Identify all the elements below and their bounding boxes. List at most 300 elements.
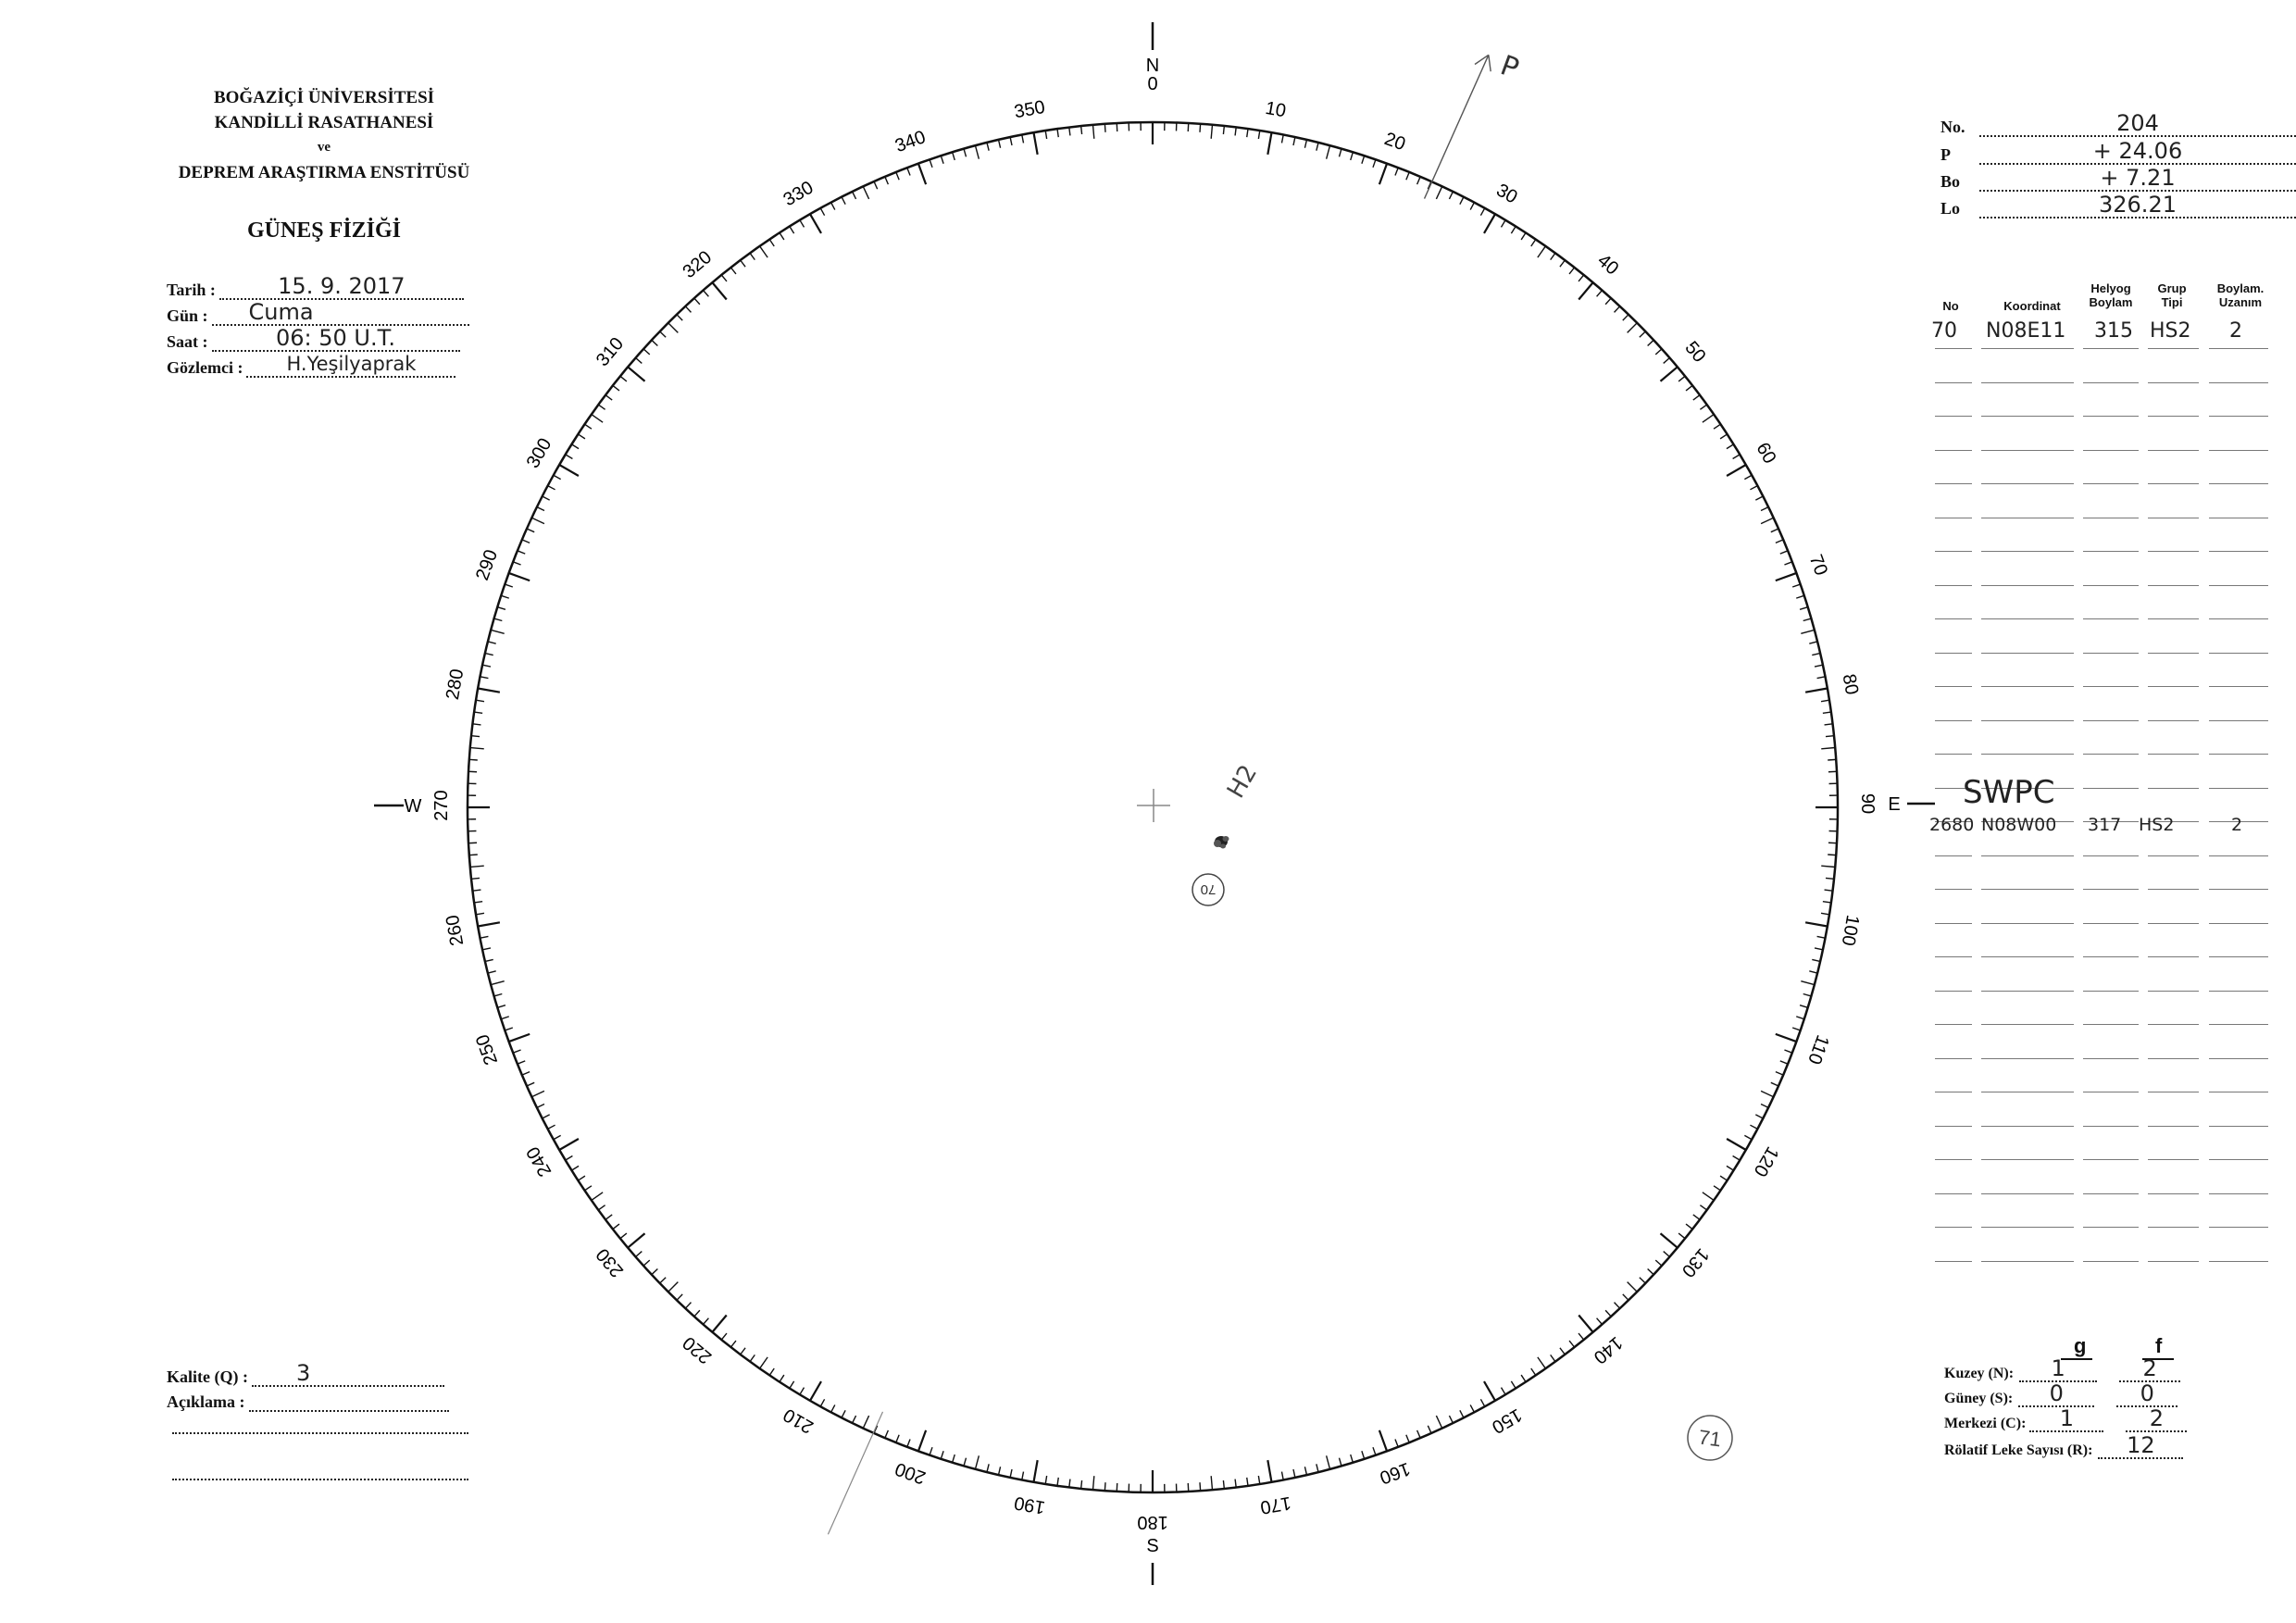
tick-343: [953, 152, 955, 160]
sunspot-1: [1214, 840, 1221, 847]
swpc-longitude: 317: [2088, 815, 2122, 835]
tick-40: [1578, 282, 1592, 299]
quality-label: Kalite (Q) :: [167, 1367, 248, 1386]
tick-168: [1293, 1469, 1295, 1478]
tick-220: [712, 1315, 726, 1331]
tick-37: [1560, 260, 1565, 267]
tick-213: [780, 1375, 784, 1382]
tick-336: [874, 181, 878, 189]
institution-line-4: DEPREM ARAŞTIRMA ENSTİTÜSÜ: [178, 163, 470, 182]
tick-208: [831, 1405, 835, 1412]
degree-label-220: 220: [679, 1331, 717, 1368]
row-1-no: 70: [1931, 319, 1957, 343]
tick-59: [1733, 455, 1741, 459]
tick-340: [918, 164, 926, 185]
tick-158: [1406, 1435, 1409, 1442]
day-label: Gün :: [167, 306, 208, 325]
degree-label-100: 100: [1837, 913, 1864, 948]
param-bo-label: Bo: [1940, 172, 1961, 191]
day-value: Cuma: [248, 299, 314, 325]
tick-334: [853, 192, 856, 199]
tick-306: [598, 405, 605, 409]
disk-degree-ticks: [468, 122, 1838, 1492]
tick-193: [999, 1467, 1001, 1475]
tick-124: [1714, 1186, 1720, 1191]
tick-264: [471, 878, 480, 879]
north-g-field[interactable]: [2019, 1355, 2097, 1382]
institution-line-3: ve: [317, 140, 331, 155]
tick-147: [1521, 1375, 1526, 1382]
tick-200: [918, 1430, 926, 1452]
disk-degree-labels: [443, 97, 1863, 1517]
group-id-label: 70: [1200, 881, 1217, 897]
section-title: GÜNEŞ FİZİĞİ: [246, 218, 402, 243]
tick-25: [1436, 186, 1441, 199]
date-value: 15. 9. 2017: [278, 273, 406, 299]
tick-233: [605, 1215, 612, 1219]
tick-21: [1395, 168, 1398, 175]
tick-319: [704, 291, 709, 297]
tick-309: [620, 376, 627, 381]
tick-277: [473, 724, 481, 725]
param-no-label: No.: [1940, 118, 1965, 136]
tick-26: [1449, 192, 1453, 199]
tick-33: [1521, 232, 1526, 240]
remarks-field[interactable]: [249, 1392, 449, 1412]
tick-341: [930, 159, 932, 168]
tick-79: [1817, 677, 1826, 679]
tick-285: [491, 630, 504, 633]
tick-83: [1825, 724, 1833, 725]
tick-290: [509, 573, 530, 581]
tick-141: [1578, 1333, 1584, 1340]
tick-225: [668, 1282, 679, 1292]
tick-154: [1449, 1416, 1453, 1423]
tick-129: [1678, 1233, 1685, 1239]
tick-300: [559, 465, 579, 476]
swpc-coordinate: N08W00: [1981, 815, 2057, 835]
tick-163: [1351, 1454, 1354, 1463]
pole-label: P: [1496, 49, 1524, 86]
tick-7: [1235, 128, 1236, 136]
param-lo-value: 326.21: [2099, 192, 2177, 218]
tick-15: [1327, 145, 1330, 158]
tick-312: [643, 349, 650, 355]
degree-label-130: 130: [1677, 1243, 1714, 1281]
north-f-field[interactable]: [2119, 1355, 2180, 1382]
degree-label-50: 50: [1680, 337, 1710, 367]
tick-316: [677, 315, 682, 320]
tick-63: [1755, 496, 1763, 500]
tick-9: [1258, 131, 1259, 139]
tick-205: [863, 1416, 868, 1429]
tick-296: [537, 507, 544, 511]
tick-157: [1417, 1430, 1421, 1438]
tick-291: [513, 562, 520, 565]
tick-297: [543, 496, 550, 500]
tick-335: [863, 186, 868, 199]
tick-283: [485, 654, 493, 655]
tick-119: [1744, 1135, 1752, 1139]
tick-346: [987, 143, 989, 151]
tick-159: [1395, 1439, 1398, 1446]
tick-82: [1823, 712, 1831, 713]
tick-85: [1821, 748, 1835, 749]
tick-304: [585, 424, 592, 429]
tick-234: [598, 1205, 605, 1210]
tick-78: [1815, 665, 1823, 667]
tick-135: [1628, 1282, 1638, 1292]
tick-96: [1826, 878, 1834, 879]
tick-345: [975, 145, 979, 158]
tick-339: [907, 168, 910, 175]
tick-301: [566, 455, 573, 459]
tick-261: [476, 913, 484, 914]
tick-207: [842, 1410, 845, 1417]
quality-field[interactable]: [252, 1360, 444, 1387]
north-g-value: 1: [2051, 1355, 2065, 1381]
tick-256: [488, 971, 496, 973]
tick-284: [488, 642, 496, 643]
degree-label-250: 250: [472, 1031, 503, 1068]
degree-label-210: 210: [780, 1404, 817, 1438]
tick-281: [480, 677, 489, 679]
south-f-value: 0: [2140, 1380, 2154, 1406]
east-ninety-label: 90: [1857, 793, 1878, 815]
tick-133: [1648, 1269, 1654, 1275]
tick-22: [1406, 172, 1409, 180]
tick-222: [694, 1310, 700, 1317]
tick-174: [1223, 1480, 1224, 1489]
tick-327: [780, 232, 784, 240]
tick-355: [1093, 125, 1094, 139]
degree-label-120: 120: [1749, 1142, 1783, 1180]
tick-195: [975, 1455, 979, 1468]
institution-line-1: BOĞAZİÇİ ÜNİVERSİTESİ: [213, 88, 435, 107]
degree-label-230: 230: [592, 1243, 629, 1281]
tick-342: [941, 156, 943, 164]
tick-229: [636, 1252, 643, 1257]
swpc-extent: 2: [2231, 815, 2243, 835]
tick-199: [930, 1447, 932, 1455]
tick-247: [522, 1072, 530, 1076]
tick-8: [1247, 129, 1248, 137]
tick-54: [1700, 405, 1706, 409]
tick-257: [485, 959, 493, 961]
tick-167: [1304, 1467, 1306, 1475]
north-label: N: [1145, 56, 1160, 76]
tick-286: [494, 618, 503, 620]
remarks-line-3[interactable]: [172, 1460, 468, 1480]
tick-308: [613, 385, 619, 391]
degree-label-170: 170: [1258, 1492, 1293, 1518]
tick-103: [1812, 959, 1820, 961]
tick-196: [964, 1458, 966, 1467]
north-count-label: Kuzey (N):: [1944, 1366, 2015, 1381]
tick-280: [478, 689, 500, 693]
tick-23: [1417, 177, 1421, 184]
tick-128: [1686, 1224, 1692, 1230]
tick-153: [1460, 1410, 1464, 1417]
tick-164: [1339, 1458, 1341, 1467]
tick-354: [1081, 126, 1082, 134]
tick-113: [1776, 1072, 1783, 1076]
tick-209: [820, 1399, 824, 1406]
tick-104: [1809, 971, 1817, 973]
tick-134: [1640, 1278, 1645, 1283]
tick-38: [1569, 268, 1575, 274]
tick-230: [628, 1233, 644, 1247]
tick-114: [1771, 1082, 1778, 1086]
degree-label-140: 140: [1589, 1331, 1627, 1368]
tick-162: [1362, 1451, 1365, 1459]
tick-122: [1727, 1166, 1734, 1170]
tick-347: [999, 140, 1001, 148]
center-f-field[interactable]: [2126, 1405, 2187, 1432]
degree-label-190: 190: [1012, 1492, 1047, 1518]
g-header: g: [2074, 1334, 2087, 1357]
degree-label-110: 110: [1803, 1031, 1833, 1067]
tick-100: [1805, 922, 1828, 926]
tick-239: [566, 1155, 573, 1160]
tick-76: [1809, 642, 1817, 643]
tick-101: [1817, 936, 1826, 938]
tick-249: [513, 1050, 520, 1053]
tick-206: [853, 1416, 856, 1423]
tick-70: [1776, 573, 1797, 581]
tick-288: [501, 595, 509, 598]
observer-value: H.Yeşilyaprak: [286, 353, 417, 375]
degree-label-280: 280: [442, 667, 468, 702]
degree-label-150: 150: [1488, 1404, 1526, 1438]
tick-175: [1211, 1476, 1212, 1490]
tick-31: [1501, 220, 1505, 228]
tick-214: [769, 1368, 774, 1375]
tick-198: [941, 1451, 943, 1459]
tick-166: [1316, 1464, 1318, 1472]
tick-52: [1686, 385, 1692, 391]
tick-144: [1551, 1355, 1555, 1361]
tick-274: [469, 759, 478, 760]
south-f-field[interactable]: [2116, 1380, 2177, 1407]
tick-259: [480, 936, 489, 938]
tick-169: [1281, 1472, 1283, 1480]
tick-80: [1805, 689, 1828, 693]
tick-65: [1761, 518, 1774, 523]
tick-210: [810, 1381, 821, 1401]
tick-237: [578, 1176, 585, 1180]
tick-11: [1281, 135, 1283, 144]
south-count-label: Güney (S):: [1944, 1391, 2014, 1406]
swpc-type: HS2: [2139, 815, 2175, 835]
degree-label-290: 290: [472, 546, 503, 583]
tick-246: [527, 1082, 534, 1086]
tick-189: [1045, 1476, 1046, 1484]
tick-228: [643, 1260, 650, 1266]
row-1-coordinate: N08E11: [1986, 319, 2066, 343]
center-g-field[interactable]: [2029, 1405, 2103, 1432]
tick-217: [741, 1348, 745, 1355]
tick-313: [652, 340, 658, 345]
tick-66: [1771, 529, 1778, 532]
degree-label-300: 300: [522, 434, 556, 472]
tick-176: [1200, 1482, 1201, 1491]
tick-321: [721, 275, 727, 281]
tick-260: [478, 922, 500, 926]
tick-353: [1069, 128, 1070, 136]
east-label: E: [1888, 794, 1901, 815]
tick-49: [1664, 358, 1670, 364]
tick-216: [750, 1355, 755, 1361]
tick-150: [1484, 1381, 1495, 1401]
tick-64: [1761, 507, 1768, 511]
tick-138: [1605, 1310, 1611, 1317]
tick-126: [1700, 1205, 1706, 1210]
tick-232: [613, 1224, 619, 1230]
sunspot-2: [1223, 836, 1229, 842]
west-label: W: [404, 796, 422, 817]
degree-label-320: 320: [679, 246, 717, 283]
param-lo-label: Lo: [1940, 199, 1961, 218]
tick-28: [1470, 203, 1474, 210]
sunspot-3: [1220, 844, 1226, 849]
tick-151: [1480, 1399, 1484, 1406]
tick-81: [1821, 700, 1829, 701]
tick-254: [494, 993, 503, 995]
tick-55: [1703, 415, 1714, 423]
tick-293: [522, 540, 530, 543]
tick-53: [1693, 395, 1700, 400]
tick-56: [1714, 424, 1720, 429]
tick-72: [1796, 595, 1804, 598]
center-f-value: 2: [2149, 1405, 2165, 1431]
col-header-longitude: Helyog Boylam: [2089, 281, 2133, 309]
tick-337: [885, 177, 889, 184]
tick-160: [1379, 1430, 1387, 1452]
tick-311: [636, 358, 643, 364]
degree-label-70: 70: [1804, 552, 1832, 579]
tick-275: [470, 748, 484, 749]
tick-50: [1660, 367, 1677, 381]
tick-203: [885, 1430, 889, 1438]
tick-145: [1538, 1357, 1546, 1368]
tick-323: [741, 260, 745, 267]
tick-352: [1057, 129, 1058, 137]
degree-label-160: 160: [1377, 1457, 1414, 1488]
tick-322: [730, 268, 736, 274]
tick-86: [1828, 759, 1836, 760]
time-value: 06: 50 U.T.: [275, 325, 396, 351]
tick-36: [1551, 253, 1555, 259]
tick-245: [531, 1091, 544, 1096]
south-g-field[interactable]: [2018, 1380, 2094, 1407]
tick-350: [1034, 132, 1038, 155]
tick-338: [896, 172, 899, 180]
tick-356: [1104, 124, 1105, 132]
tick-243: [543, 1115, 550, 1118]
tick-149: [1501, 1388, 1505, 1395]
tick-156: [1428, 1426, 1431, 1433]
tick-47: [1648, 340, 1654, 345]
degree-label-330: 330: [780, 177, 817, 211]
tick-320: [712, 282, 726, 299]
degree-label-240: 240: [522, 1142, 556, 1180]
tick-107: [1800, 1005, 1808, 1008]
tick-221: [704, 1318, 709, 1325]
remarks-line-2[interactable]: [172, 1414, 468, 1434]
tick-148: [1511, 1381, 1516, 1389]
tick-172: [1247, 1478, 1248, 1486]
tick-240: [559, 1139, 579, 1150]
degree-label-340: 340: [892, 127, 929, 157]
tick-69: [1784, 562, 1791, 565]
tick-317: [685, 306, 691, 313]
param-no-value: 204: [2116, 110, 2159, 136]
tick-349: [1022, 135, 1024, 144]
tick-19: [1373, 159, 1376, 168]
row-1-type: HS2: [2150, 319, 2191, 343]
tick-51: [1678, 376, 1685, 381]
tick-140: [1578, 1315, 1592, 1331]
tick-84: [1826, 736, 1834, 737]
tick-74: [1803, 618, 1812, 620]
tick-165: [1327, 1455, 1330, 1468]
tick-255: [491, 981, 504, 985]
tick-117: [1755, 1115, 1763, 1118]
row-1-extent: 2: [2229, 319, 2242, 343]
tick-130: [1660, 1233, 1677, 1247]
degree-label-350: 350: [1012, 96, 1047, 123]
tick-155: [1436, 1416, 1441, 1429]
remarks-row: [167, 1388, 449, 1412]
observer-label: Gözlemci :: [167, 358, 243, 377]
tick-188: [1057, 1478, 1058, 1486]
degree-label-60: 60: [1752, 439, 1780, 468]
tick-248: [518, 1061, 525, 1064]
tick-187: [1069, 1479, 1070, 1488]
tick-328: [790, 226, 794, 233]
south-count-row: [1944, 1381, 2177, 1407]
tick-14: [1316, 143, 1318, 151]
tick-250: [509, 1034, 530, 1042]
tick-185: [1093, 1476, 1094, 1490]
west-twoseventy-label: 270: [431, 790, 452, 821]
tick-223: [685, 1303, 691, 1309]
degree-label-260: 260: [442, 913, 468, 948]
pole-axis-line: [1425, 55, 1489, 198]
tick-344: [964, 149, 966, 157]
relative-value-field[interactable]: [2098, 1432, 2183, 1459]
tick-324: [750, 253, 755, 259]
tick-263: [473, 890, 481, 891]
tick-30: [1484, 214, 1495, 233]
tick-112: [1780, 1061, 1788, 1064]
center-g-value: 1: [2059, 1405, 2075, 1431]
tick-67: [1776, 540, 1783, 543]
quality-value: 3: [295, 1360, 311, 1386]
tick-10: [1267, 132, 1271, 155]
tick-116: [1761, 1104, 1768, 1107]
tick-212: [790, 1381, 794, 1389]
tick-161: [1373, 1447, 1376, 1455]
tick-184: [1104, 1482, 1105, 1491]
tick-105: [1801, 981, 1814, 985]
tick-258: [482, 948, 491, 950]
tick-295: [531, 518, 544, 523]
tick-265: [470, 866, 484, 867]
tick-143: [1560, 1348, 1565, 1355]
tick-6: [1223, 126, 1224, 134]
